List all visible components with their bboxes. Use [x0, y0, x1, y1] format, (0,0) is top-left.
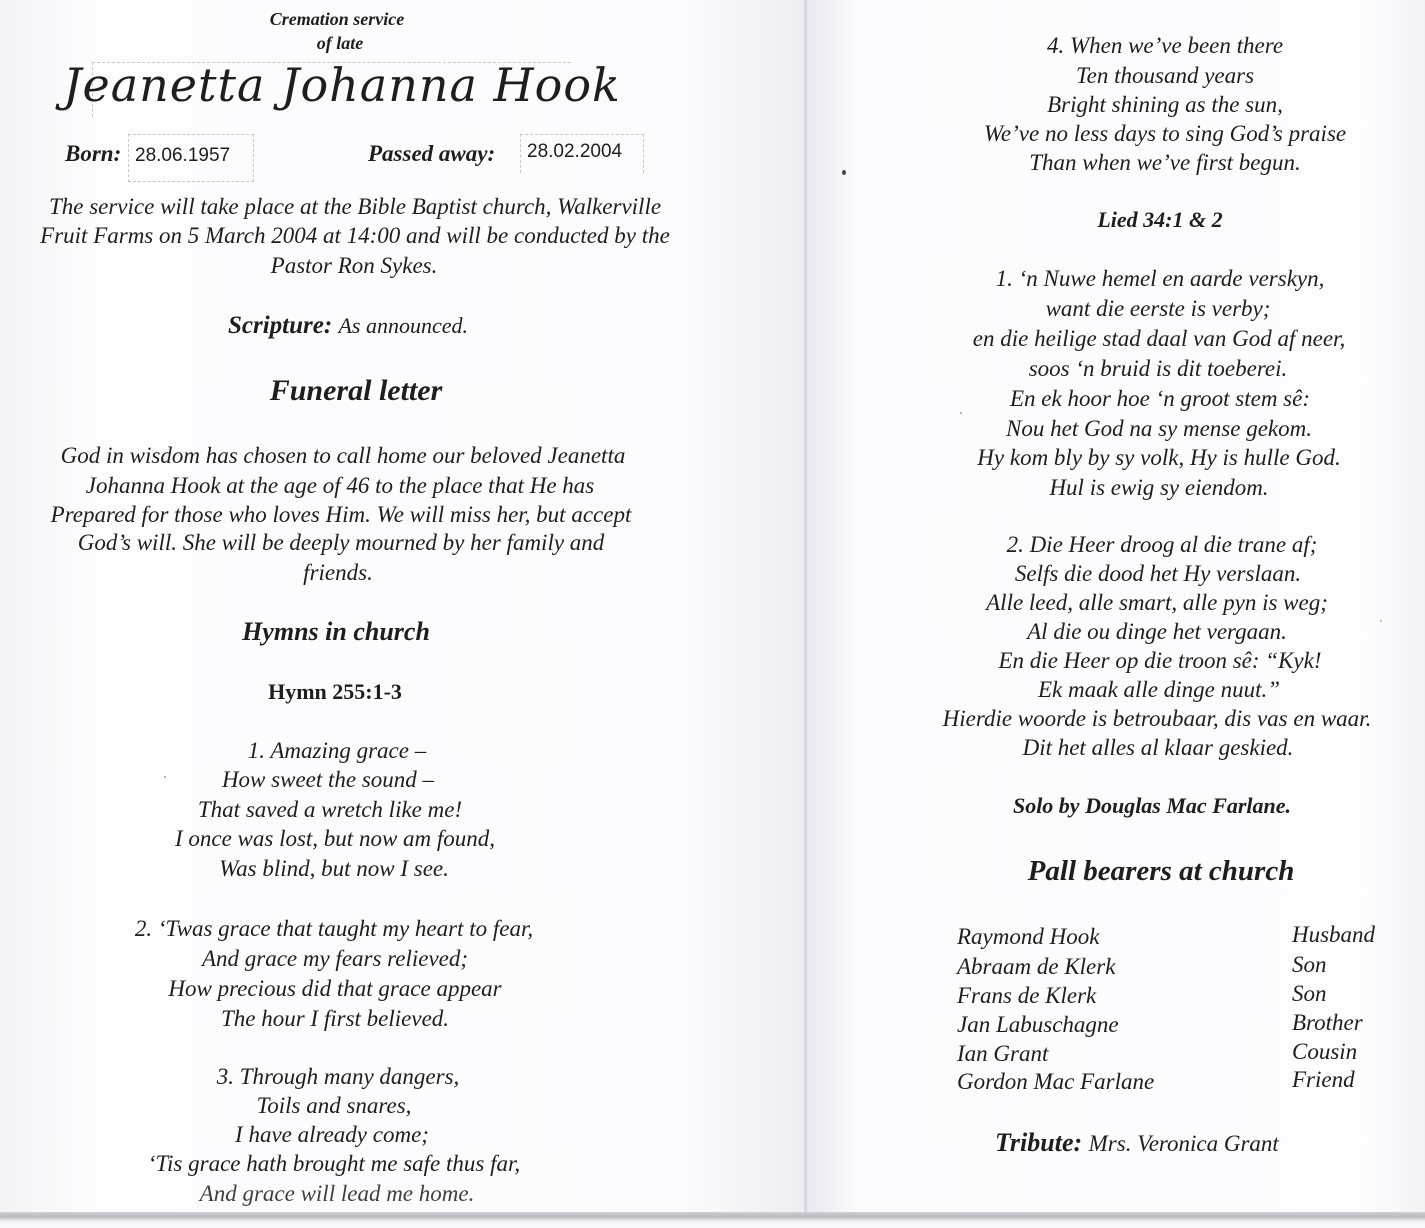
funeral-letter-heading: Funeral letter: [269, 374, 443, 407]
hymn-verse4-line: 4. When we’ve been there: [1046, 33, 1284, 58]
bearer-relation: Brother: [1292, 1010, 1363, 1035]
lied-verse2-line: En die Heer op die troon sê: “Kyk!: [998, 648, 1322, 673]
lied-verse1-line: Hul is ewig sy eiendom.: [1049, 475, 1269, 500]
bearer-name: Ian Grant: [957, 1041, 1049, 1066]
scripture-line: [228, 313, 468, 338]
bearer-name: Raymond Hook: [957, 924, 1100, 949]
scan-speck: [842, 170, 846, 175]
born-label: Born:: [65, 141, 122, 166]
deceased-name: Jeanetta Johanna Hook: [63, 58, 621, 112]
service-line1: The service will take place at the Bible Baptist church, Walkerville: [48, 194, 662, 219]
hymn-verse2-line: And grace my fears relieved;: [201, 946, 469, 971]
hymn-verse1-line: 1. Amazing grace –: [247, 738, 427, 763]
bearer-name: Abraam de Klerk: [957, 954, 1116, 979]
bearer-relation: Son: [1292, 952, 1327, 977]
lied-verse2-line: Dit het alles al klaar geskied.: [1022, 735, 1294, 760]
bearer-relation: Husband: [1292, 922, 1376, 947]
lied-verse1-line: Nou het God na sy mense gekom.: [1006, 416, 1312, 441]
letter-line: God in wisdom has chosen to call home our beloved Jeanetta: [60, 443, 626, 468]
scan-speck: [164, 776, 166, 778]
hymn-verse4-line: Bright shining as the sun,: [1047, 92, 1283, 117]
lied-verse1-line: En ek hoor hoe ‘n groot stem sê:: [1010, 386, 1310, 411]
lied-verse2-line: Ek maak alle dinge nuut.”: [1037, 677, 1281, 702]
hymn-verse3-line: ‘Tis grace hath brought me safe thus far,: [147, 1151, 521, 1176]
bearer-name: Jan Labuschagne: [957, 1012, 1119, 1037]
lied-verse1-line: soos ‘n bruid is dit toeberei.: [1028, 356, 1288, 381]
header-line2: of late: [316, 33, 364, 53]
hymn-verse1-line: I once was lost, but now am found,: [174, 826, 496, 851]
solo-line: Solo by Douglas Mac Farlane.: [1012, 793, 1292, 818]
hymn-verse4-line: We’ve no less days to sing God’s praise: [983, 121, 1347, 146]
scan-speck: [1380, 620, 1382, 622]
lied-verse1-line: want die eerste is verby;: [1045, 296, 1271, 321]
hymn-verse4-line: Ten thousand years: [1075, 63, 1255, 88]
hymn-verse1-line: Was blind, but now I see.: [219, 856, 449, 881]
letter-line: friends.: [303, 560, 373, 585]
lied-verse2-line: Al die ou dinge het vergaan.: [1027, 619, 1287, 644]
hymn-verse4-line: Than when we’ve first begun.: [1029, 150, 1301, 175]
pall-bearers-heading: Pall bearers at church: [1027, 855, 1295, 887]
scripture-value: As announced.: [338, 313, 468, 338]
lied-verse2-line: Alle leed, alle smart, alle pyn is weg;: [986, 590, 1328, 615]
hymn-verse2-line: 2. ‘Twas grace that taught my heart to fear,: [134, 916, 534, 941]
letter-line: Johanna Hook at the age of 46 to the place that He has: [85, 473, 595, 498]
bearer-relation: Son: [1292, 981, 1327, 1006]
hymn-verse1-line: How sweet the sound –: [221, 767, 435, 792]
tribute-line: [995, 1130, 1279, 1156]
passed-date: 28.02.2004: [527, 141, 623, 162]
bearer-relation: Friend: [1292, 1067, 1355, 1092]
service-line2: Fruit Farms on 5 March 2004 at 14:00 and will be conducted by the: [40, 223, 670, 248]
hymn-verse3-line: And grace will lead me home.: [199, 1181, 475, 1206]
lied-verse2-line: Hierdie woorde is betroubaar, dis vas en waar.: [942, 706, 1372, 731]
header-line1: Cremation service: [269, 9, 405, 29]
lied-verse2-line: 2. Die Heer droog al die trane af;: [1006, 532, 1318, 557]
scan-speck: [960, 412, 962, 414]
hymn-title: Hymn 255:1-3: [268, 679, 402, 704]
lied-title: Lied 34:1 & 2: [1097, 207, 1223, 232]
page-fold: [804, 0, 807, 1228]
hymn-verse2-line: The hour I first believed.: [220, 1006, 450, 1031]
tribute-label: Tribute:: [995, 1128, 1083, 1157]
born-date: 28.06.1957: [135, 145, 231, 166]
tribute-value: Mrs. Veronica Grant: [1088, 1131, 1279, 1156]
scripture-label: Scripture:: [228, 312, 333, 339]
bearer-relation: Cousin: [1292, 1039, 1358, 1064]
hymn-verse3-line: I have already come;: [235, 1122, 429, 1147]
bearer-name: Gordon Mac Farlane: [957, 1069, 1155, 1094]
hymn-verse1-line: That saved a wretch like me!: [197, 797, 463, 822]
bearer-name: Frans de Klerk: [957, 983, 1097, 1008]
hymn-verse3-line: Toils and snares,: [256, 1093, 412, 1118]
hymns-heading: Hymns in church: [242, 617, 430, 646]
letter-line: Prepared for those who loves Him. We will miss her, but accept: [50, 502, 632, 527]
lied-verse1-line: 1. ‘n Nuwe hemel en aarde verskyn,: [995, 266, 1325, 291]
lied-verse1-line: Hy kom bly by sy volk, Hy is hulle God.: [977, 445, 1341, 470]
scan-bottom-edge: [0, 1212, 1425, 1228]
lied-verse2-line: Selfs die dood het Hy verslaan.: [1014, 561, 1302, 586]
service-line3: Pastor Ron Sykes.: [270, 253, 438, 278]
passed-label: Passed away:: [368, 141, 496, 166]
hymn-verse2-line: How precious did that grace appear: [168, 976, 502, 1001]
hymn-verse3-line: 3. Through many dangers,: [216, 1064, 460, 1089]
letter-line: God’s will. She will be deeply mourned by her family and: [77, 530, 605, 555]
lied-verse1-line: en die heilige stad daal van God af neer,: [972, 326, 1346, 351]
